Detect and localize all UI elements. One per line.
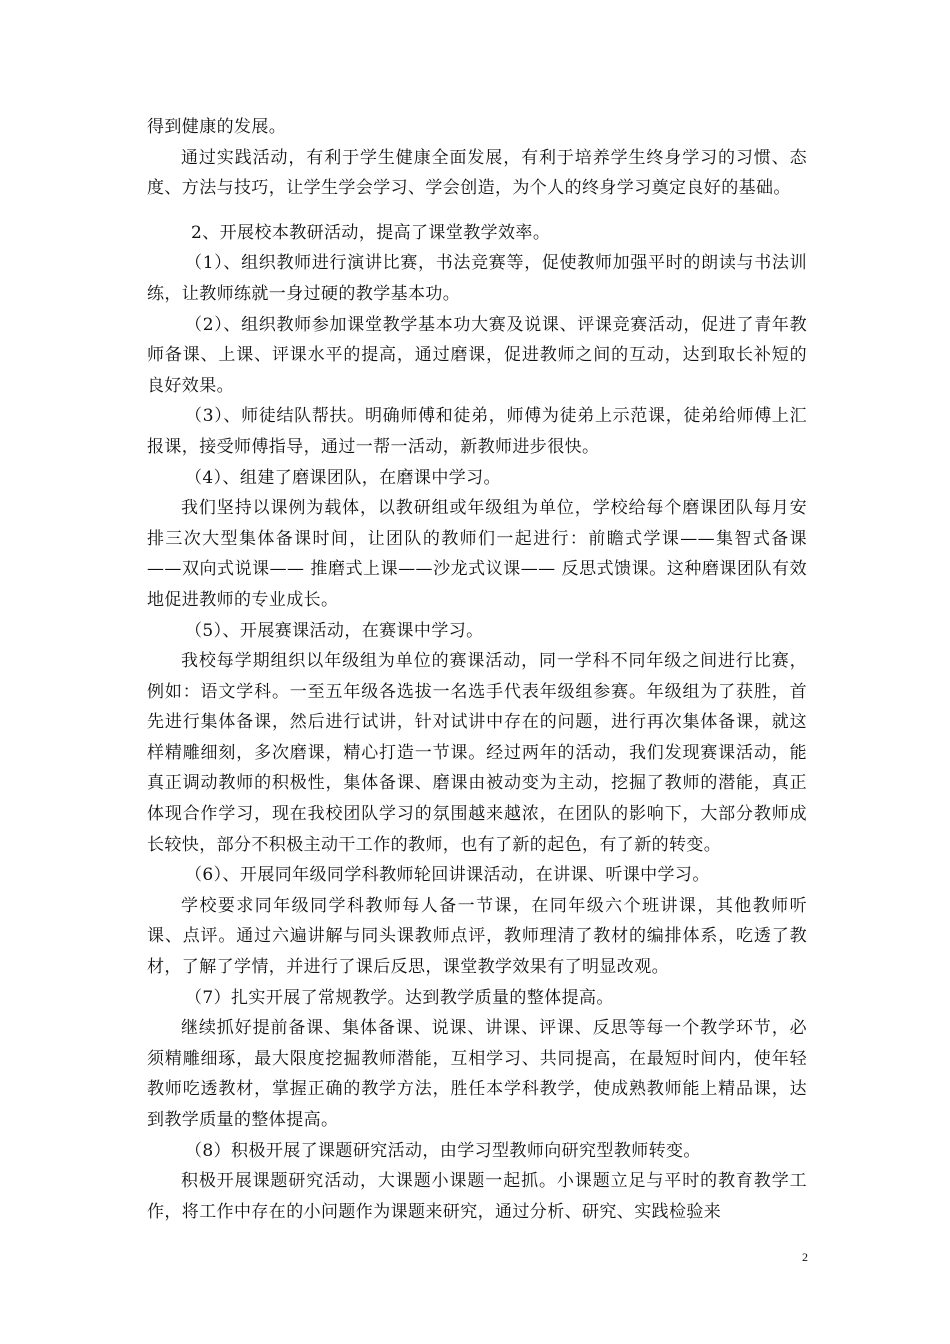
subsection-heading: （8）积极开展了课题研究活动，由学习型教师向研究型教师转变。 bbox=[185, 1140, 701, 1161]
page-number: 2 bbox=[802, 1250, 808, 1264]
subsection-paragraph: （2）、组织教师参加课堂教学基本功大赛及说课、评课竞赛活动，促进了青年教师备课、上课、评课水平的提高，通过磨课，促进教师之间的互动，达到取长补短的良好效果。 bbox=[147, 314, 807, 396]
paragraph: 积极开展课题研究活动，大课题小课题一起抓。小课题立足与平时的教育教学工作，将工作中存在的小问题作为课题来研究，通过分析、研究、实践检验来 bbox=[147, 1171, 807, 1222]
paragraph: 我们坚持以课例为载体，以教研组或年级组为单位，学校给每个磨课团队每月安排三次大型集体备课时间，让团队的教师们一起进行：前瞻式学课——集智式备课——双向式说课—— 推磨式上课——沙龙式议课—— 反思式馈课。这种磨课团队有效地促进教师的专业成长。 bbox=[147, 498, 807, 610]
page-body bbox=[147, 112, 807, 1227]
subsection-heading: （4）、组建了磨课团队，在磨课中学习。 bbox=[185, 467, 501, 488]
paragraph: 继续抓好提前备课、集体备课、说课、讲课、评课、反思等每一个教学环节，必须精雕细琢，最大限度挖掘教师潜能，互相学习、共同提高，在最短时间内，使年轻教师吃透教材，掌握正确的教学方法，胜任本学科教学，使成熟教师能上精品课，达到教学质量的整体提高。 bbox=[147, 1018, 807, 1130]
paragraph: 学校要求同年级同学科教师每人备一节课，在同年级六个班讲课，其他教师听课、点评。通过六遍讲解与同头课教师点评，教师理清了教材的编排体系，吃透了教材，了解了学情，并进行了课后反思，课堂教学效果有了明显改观。 bbox=[147, 895, 807, 978]
section-heading: 2、开展校本教研活动，提高了课堂教学效率。 bbox=[191, 222, 551, 243]
subsection-paragraph: （1）、组织教师进行演讲比赛，书法竞赛等，促使教师加强平时的朗读与书法训练，让教师练就一身过硬的教学基本功。 bbox=[147, 253, 807, 304]
subsection-paragraph: （3）、师徒结队帮扶。明确师傅和徒弟，师傅为徒弟上示范课，徒弟给师傅上汇报课，接受师傅指导，通过一帮一活动，新教师进步很快。 bbox=[147, 406, 807, 457]
paragraph: 得到健康的发展。 bbox=[147, 117, 287, 137]
paragraph: 我校每学期组织以年级组为单位的赛课活动，同一学科不同年级之间进行比赛，例如：语文学科。一至五年级各选拔一名选手代表年级组参赛。年级组为了获胜，首先进行集体备课，然后进行试讲，针对试讲中存在的问题，进行再次集体备课，就这样精雕细刻，多次磨课，精心打造一节课。经过两年的活动，我们发现赛课活动，能真正调动教师的积极性，集体备课、磨课由被动变为主动，挖掘了教师的潜能，真正体现合作学习，现在我校团队学习的氛围越来越浓，在团队的影响下，大部分教师成长较快，部分不积极主动干工作的教师，也有了新的起色，有了新的转变。 bbox=[147, 651, 807, 855]
subsection-heading: （6）、开展同年级同学科教师轮回讲课活动，在讲课、听课中学习。 bbox=[185, 865, 710, 886]
subsection-heading: （7）扎实开展了常规教学。达到教学质量的整体提高。 bbox=[185, 987, 614, 1008]
subsection-heading: （5）、开展赛课活动，在赛课中学习。 bbox=[185, 620, 484, 641]
paragraph: 通过实践活动，有利于学生健康全面发展，有利于培养学生终身学习的习惯、态度、方法与技巧，让学生学会学习、学会创造，为个人的终身学习奠定良好的基础。 bbox=[147, 147, 807, 199]
